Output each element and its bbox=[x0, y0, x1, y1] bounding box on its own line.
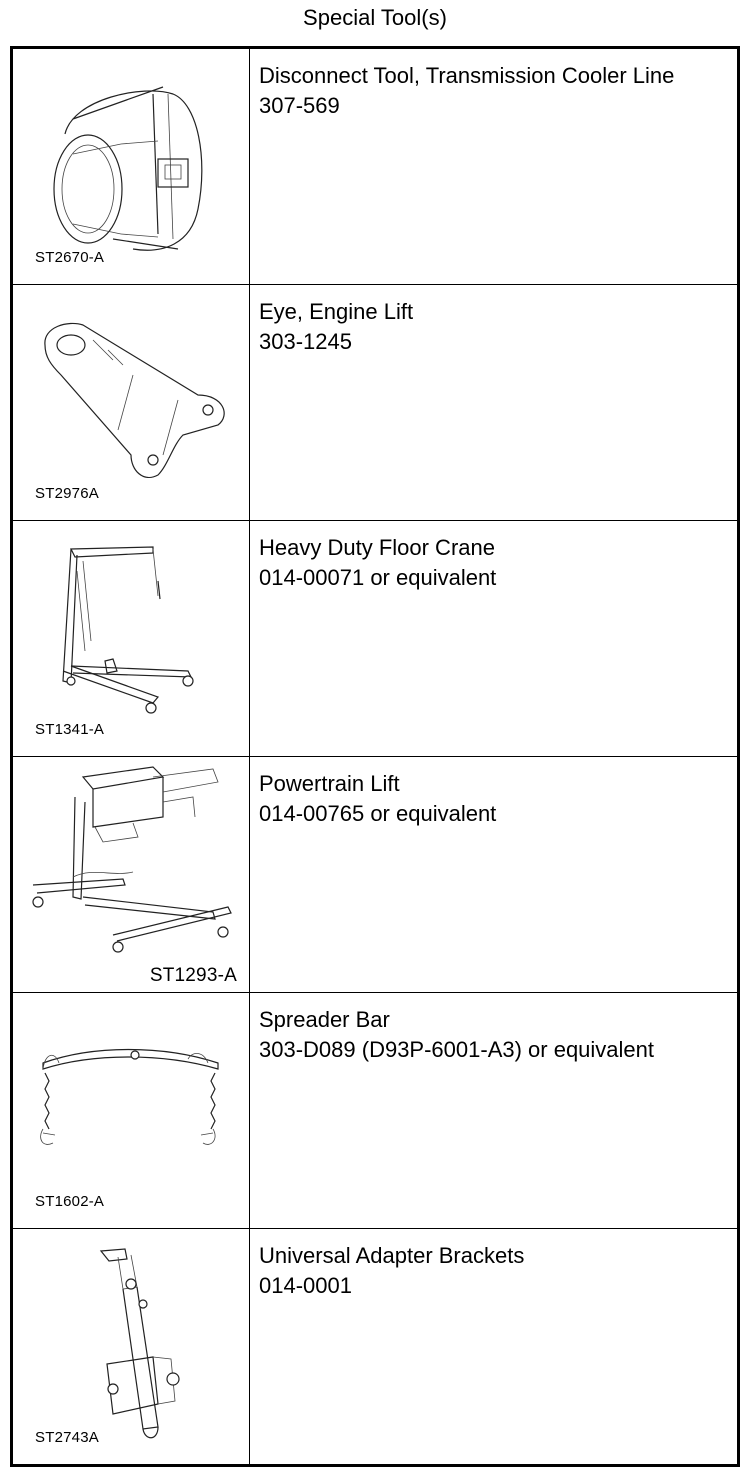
tool-illustration-cell bbox=[12, 285, 250, 521]
tool-code: ST1341-A bbox=[35, 721, 105, 738]
tool-name: Heavy Duty Floor Crane bbox=[259, 535, 495, 560]
table-row bbox=[12, 521, 739, 757]
tool-code: ST2976A bbox=[35, 485, 99, 502]
page-title: Special Tool(s) bbox=[303, 5, 447, 30]
tool-illustration-cell bbox=[12, 521, 250, 757]
tool-name: Universal Adapter Brackets bbox=[259, 1243, 525, 1268]
tool-part-number: 014-00071 or equivalent bbox=[259, 565, 497, 590]
tool-illustration-cell bbox=[12, 48, 250, 285]
tool-description-cell bbox=[250, 521, 739, 757]
tool-description-cell bbox=[250, 993, 739, 1229]
tool-name: Eye, Engine Lift bbox=[259, 299, 414, 324]
tool-code: ST1293-A bbox=[149, 965, 237, 986]
tool-name: Powertrain Lift bbox=[259, 771, 400, 796]
tool-description-cell bbox=[250, 285, 739, 521]
tool-code: ST2743A bbox=[35, 1429, 99, 1446]
table-row bbox=[12, 285, 739, 521]
tool-illustration-cell bbox=[12, 993, 250, 1229]
tool-part-number: 303-D089 (D93P-6001-A3) or equivalent bbox=[259, 1037, 655, 1062]
table-row bbox=[12, 48, 739, 285]
tool-code: ST1602-A bbox=[35, 1193, 105, 1210]
tool-description-cell bbox=[250, 757, 739, 993]
tool-name: Disconnect Tool, Transmission Cooler Line bbox=[259, 63, 675, 88]
tool-code: ST2670-A bbox=[35, 249, 105, 266]
tool-part-number: 307-569 bbox=[259, 93, 340, 118]
table-row bbox=[12, 993, 739, 1229]
tool-description-cell bbox=[250, 48, 739, 285]
table-row bbox=[12, 757, 739, 993]
tool-illustration-cell bbox=[12, 757, 250, 993]
tool-description-cell bbox=[250, 1229, 739, 1466]
powertrain-lift-illustration bbox=[13, 757, 249, 992]
tool-part-number: 014-00765 or equivalent bbox=[259, 801, 497, 826]
tool-part-number: 014-0001 bbox=[259, 1273, 352, 1298]
tool-name: Spreader Bar bbox=[259, 1007, 390, 1032]
tool-part-number: 303-1245 bbox=[259, 329, 352, 354]
table-row bbox=[12, 1229, 739, 1466]
special-tools-table bbox=[10, 46, 740, 1467]
tool-illustration-cell bbox=[12, 1229, 250, 1466]
